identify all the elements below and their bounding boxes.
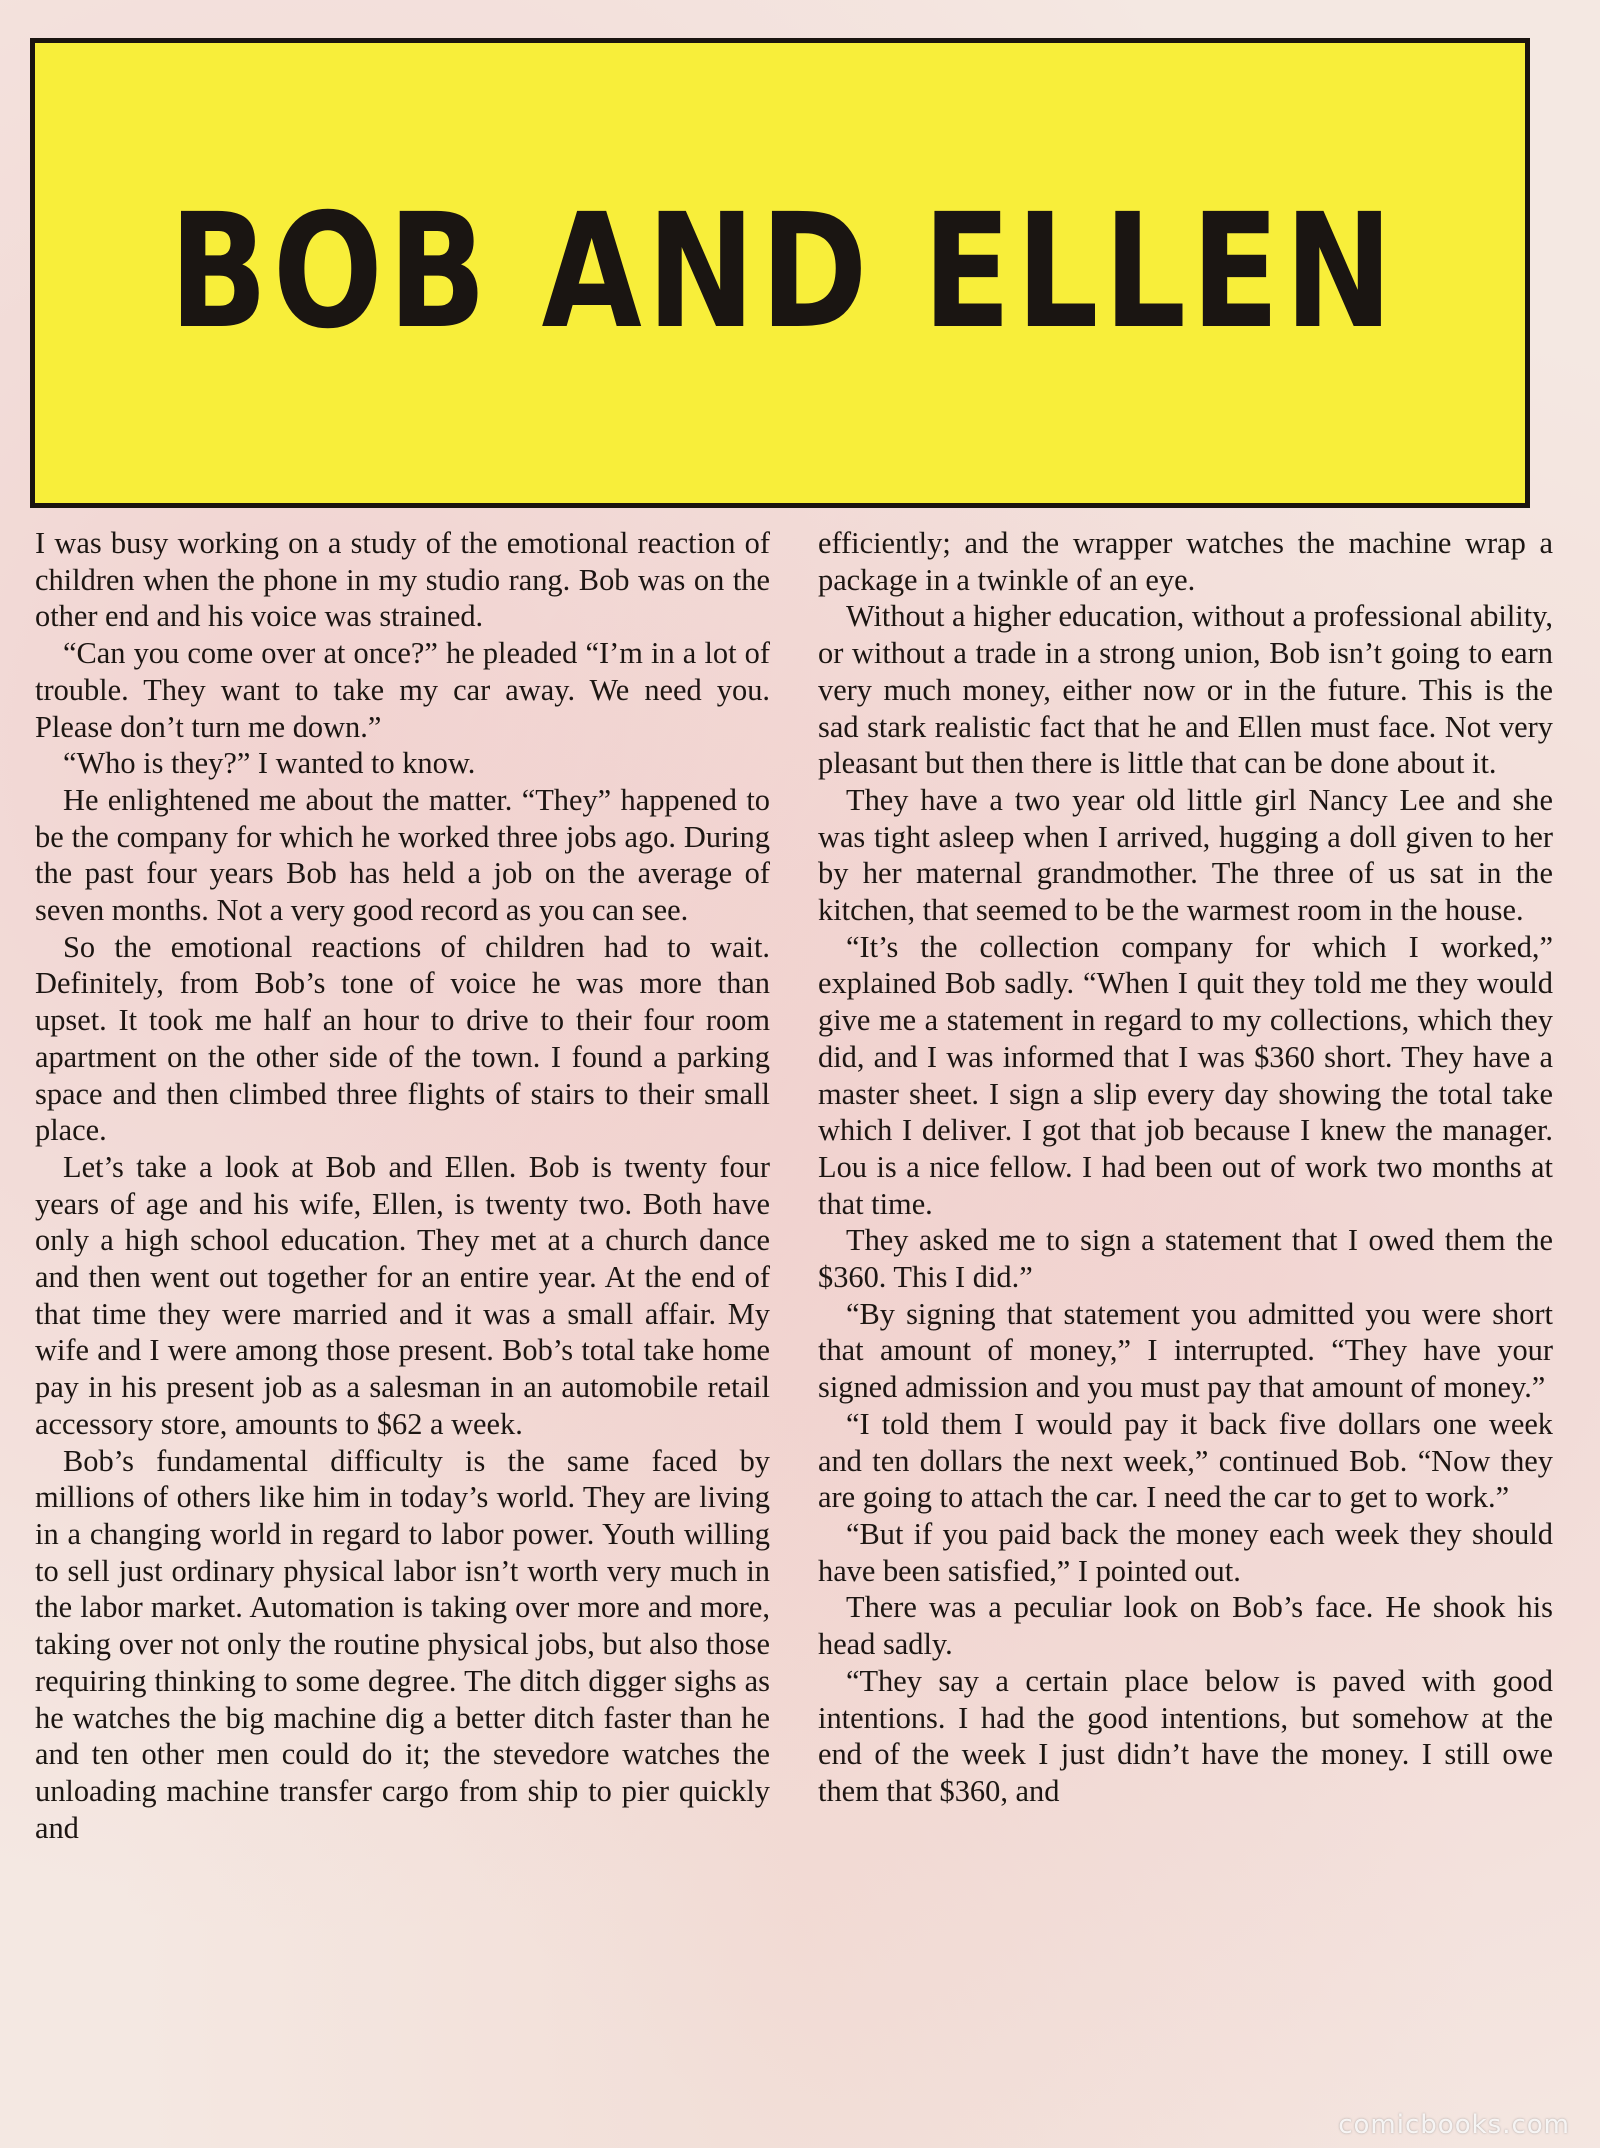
paragraph: Let’s take a look at Bob and Ellen. Bob is twenty four years of age and his wife, Ellen, is twenty two. Both have only a high school education. They met at a church dance and then went out together for an entire year. At the end of that time they were married and it was a small affair. My wife and I were among those present. Bob’s total take home pay in his present job as a salesman in an automobile retail accessory store, amounts to $62 a week.	[35, 1149, 770, 1441]
right-text-column	[818, 525, 1553, 1810]
paragraph: There was a peculiar look on Bob’s face. He shook his head sadly.	[818, 1590, 1553, 1662]
paragraph: “It’s the collection company for which I worked,” explained Bob sadly. “When I quit they told me they would give me a statement in regard to my collections, which they did, and I was informed that I was $360 short. They have a master sheet. I sign a slip every day showing the total take which I deliver. I got that job because I knew the manager. Lou is a nice fellow. I had been out of work two months at that time.	[818, 929, 1553, 1221]
paragraph: They have a two year old little girl Nancy Lee and she was tight asleep when I arrived, hugging a doll given to her by her maternal grandmother. The three of us sat in the kitchen, that seemed to be the warmest room in the house.	[818, 782, 1553, 928]
paragraph: “But if you paid back the money each week they should have been satisfied,” I pointed out.	[818, 1516, 1553, 1588]
paragraph: So the emotional reactions of children had to wait. Definitely, from Bob’s tone of voice he was more than upset. It took me half an hour to drive to their four room apartment on the other side of the town. I found a parking space and then climbed three flights of stairs to their small place.	[35, 929, 770, 1148]
paragraph: “By signing that statement you admitted you were short that amount of money,” I interrupted. “They have your signed admission and you must pay that amount of money.”	[818, 1296, 1553, 1405]
paragraph: “Who is they?” I wanted to know.	[63, 746, 476, 781]
paragraph: “They say a certain place below is paved with good intentions. I had the good intentions, but somehow at the end of the week I just didn’t have the money. I still owe them that $360, and	[818, 1663, 1553, 1808]
paragraph: “Can you come over at once?” he pleaded “I’m in a lot of trouble. They want to take my car away. We need you. Please don’t turn me down.”	[35, 636, 770, 744]
title-banner	[30, 38, 1530, 508]
site-watermark: comicbooks.com	[1338, 2110, 1570, 2140]
paragraph: Bob’s fundamental difficulty is the same faced by millions of others like him in today’s world. They are living in a changing world in regard to labor power. Youth willing to sell just ordinary physical labor isn’t worth very much in the labor market. Automation is taking over more and more, taking over not only the routine physical jobs, but also those requiring thinking to some degree. The ditch digger sighs as he watches the big machine dig a better ditch faster than he and ten other men could do it; the stevedore watches the unloading machine transfer cargo from ship to pier quickly and	[35, 1443, 770, 1845]
paragraph: Without a higher education, without a professional ability, or without a trade in a strong union, Bob isn’t going to earn very much money, either now or in the future. This is the sad stark realistic fact that he and Ellen must face. Not very pleasant but then there is little that can be done about it.	[818, 599, 1553, 781]
paragraph: efficiently; and the wrapper watches the machine wrap a package in a twinkle of an eye.	[818, 526, 1553, 597]
paragraph: “I told them I would pay it back five dollars one week and ten dollars the next week,” continued Bob. “Now they are going to attach the car. I need the car to get to work.”	[818, 1406, 1553, 1515]
paragraph: They asked me to sign a statement that I owed them the $360. This I did.”	[818, 1223, 1553, 1295]
paragraph: He enlightened me about the matter. “They” happened to be the company for which he worked three jobs ago. During the past four years Bob has held a job on the average of seven months. Not a very good record as you can see.	[35, 782, 770, 928]
left-text-column	[35, 525, 770, 1846]
paragraph: I was busy working on a study of the emotional reaction of children when the phone in my studio rang. Bob was on the other end and his voice was strained.	[35, 526, 770, 634]
page-title: BOB AND ELLEN	[169, 180, 1398, 364]
